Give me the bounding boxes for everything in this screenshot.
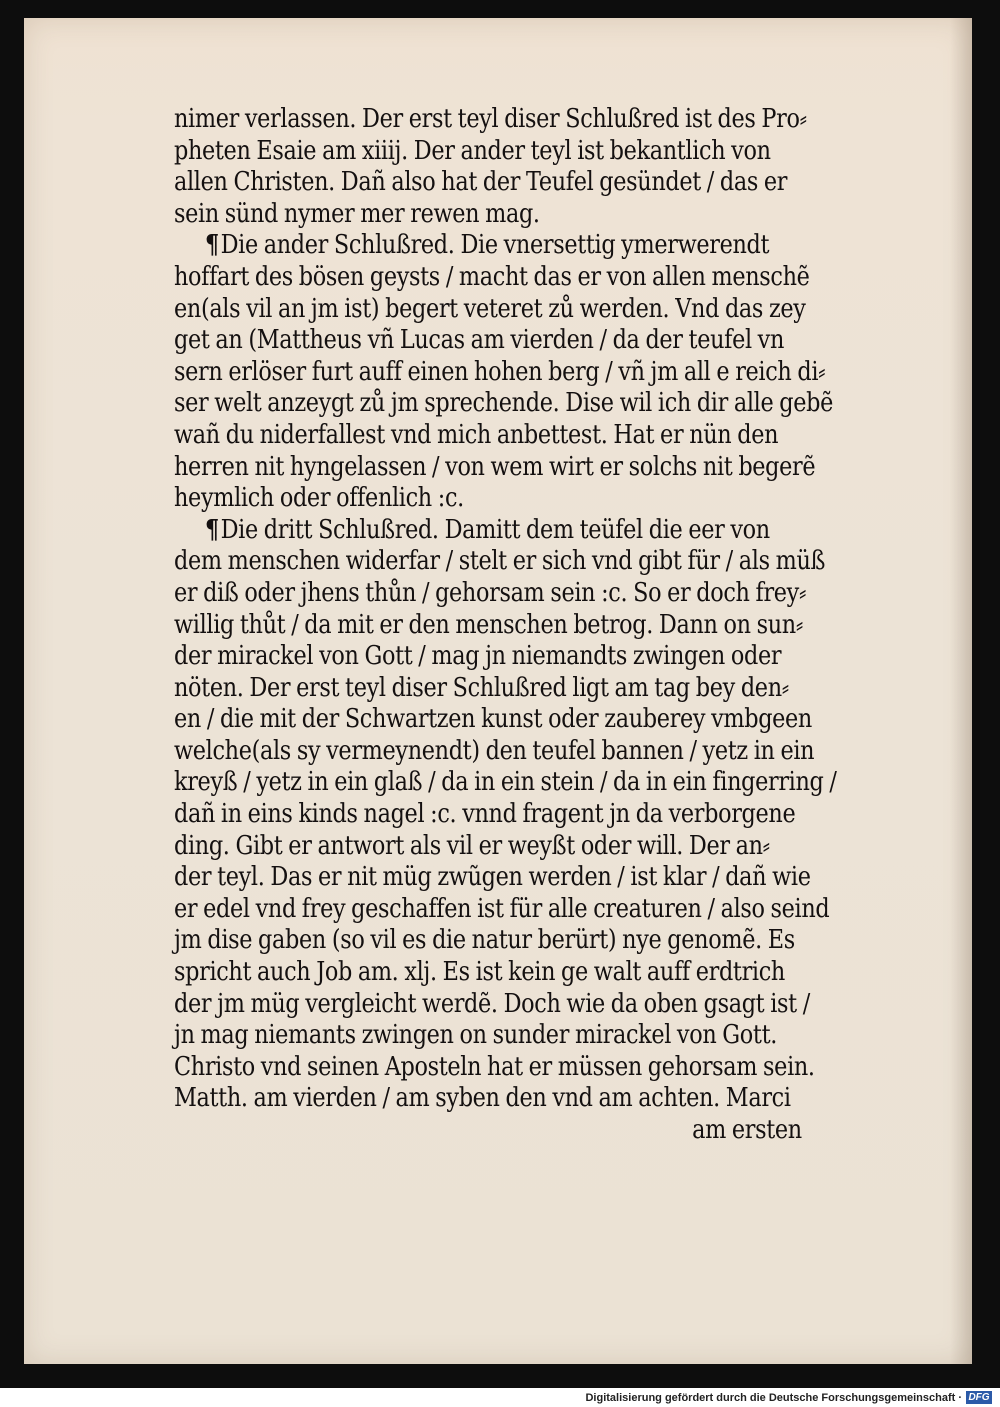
text-line: dañ in eins kinds nagel :c. vnnd fragent jn da verborgene [174,799,796,830]
text-line: ding. Gibt er antwort als vil er weyßt oder will. Der an⸗ [174,830,770,861]
text-line: der mirackel von Gott / mag jn niemandts zwingen oder [174,641,782,672]
pilcrow-mark: ¶ [204,230,219,261]
pilcrow-mark: ¶ [204,514,219,545]
text-line: welche(als sy vermeynendt) den teufel bannen / yetz in ein [174,735,815,766]
page-text [174,104,837,1147]
text-line: heymlich oder offenlich :c. [174,483,464,514]
text-line: Christo vnd seinen Aposteln hat er müssen gehorsam sein. [174,1051,815,1082]
text-line: jn mag niemants zwingen on sunder mirackel von Gott. [174,1020,777,1051]
dfg-logo: DFG [966,1391,992,1404]
text-line: nimer verlassen. Der erst teyl diser Schlußred ist des Pro⸗ [174,104,807,134]
text-line: der jm müg vergleicht werdẽ. Doch wie da oben gsagt ist / [174,988,810,1019]
text-line: en(als vil an jm ist) begert veteret zů werden. Vnd das zey [174,293,806,324]
text-line: sern erlöser furt auff einen hohen berg / vñ jm all e reich di⸗ [174,356,826,387]
text-line: sein sünd nymer mer rewen mag. [174,198,540,229]
text-line: jm dise gaben (so vil es die natur berürt) nye genomẽ. Es [174,925,795,956]
text-line: allen Christen. Dañ also hat der Teufel gesündet / das er [174,167,788,198]
text-line: der teyl. Das er nit müg zwũgen werden / ist klar / dañ wie [174,862,811,893]
text-line: pheten Esaie am xiiij. Der ander teyl ist bekantlich von [174,135,771,166]
funding-credit: Digitalisierung gefördert durch die Deutsche Forschungsgemeinschaft · [585,1392,962,1404]
text-line: kreyß / yetz in ein glaß / da in ein stein / da in ein fingerring / [174,767,837,798]
text-line: hoffart des bösen geysts / macht das er von allen menschẽ [174,261,810,292]
footer-bar [0,1388,1000,1407]
text-line: nöten. Der erst teyl diser Schlußred ligt am tag bey den⸗ [174,672,789,703]
paragraph-start-line [174,515,810,547]
text-line: herren nit hyngelassen / von wem wirt er solchs nit begerẽ [174,451,816,482]
text-line: Matth. am vierden / am syben den vnd am achten. Marci [174,1083,791,1114]
catchword: am ersten [692,1115,802,1145]
text-line: er diß oder jhens thůn / gehorsam sein :c. So er doch frey⸗ [174,577,807,608]
text-line: get an (Mattheus vñ Lucas am vierden / da der teufel vn [174,325,785,356]
text-line: Die ander Schlußred. Die vnersettig ymerwerendt [220,230,770,261]
paragraph-start-line [174,230,810,262]
text-line: willig thůt / da mit er den menschen betrog. Dann on sun⸗ [174,609,803,640]
text-line: er edel vnd frey geschaffen ist für alle creaturen / also seind [174,893,830,924]
text-line: dem menschen widerfar / stelt er sich vnd gibt für / als müß [174,546,826,577]
text-line: spricht auch Job am. xlj. Es ist kein ge walt auff erdtrich [174,957,785,988]
text-line: wañ du niderfallest vnd mich anbettest. Hat er nün den [174,419,779,450]
text-line: Die dritt Schlußred. Damitt dem teüfel die eer von [220,514,770,545]
text-line: ser welt anzeygt zů jm sprechende. Dise wil ich dir alle gebẽ [174,388,833,419]
book-page [24,18,972,1364]
text-line: en / die mit der Schwartzen kunst oder zauberey vmbgeen [174,704,812,735]
